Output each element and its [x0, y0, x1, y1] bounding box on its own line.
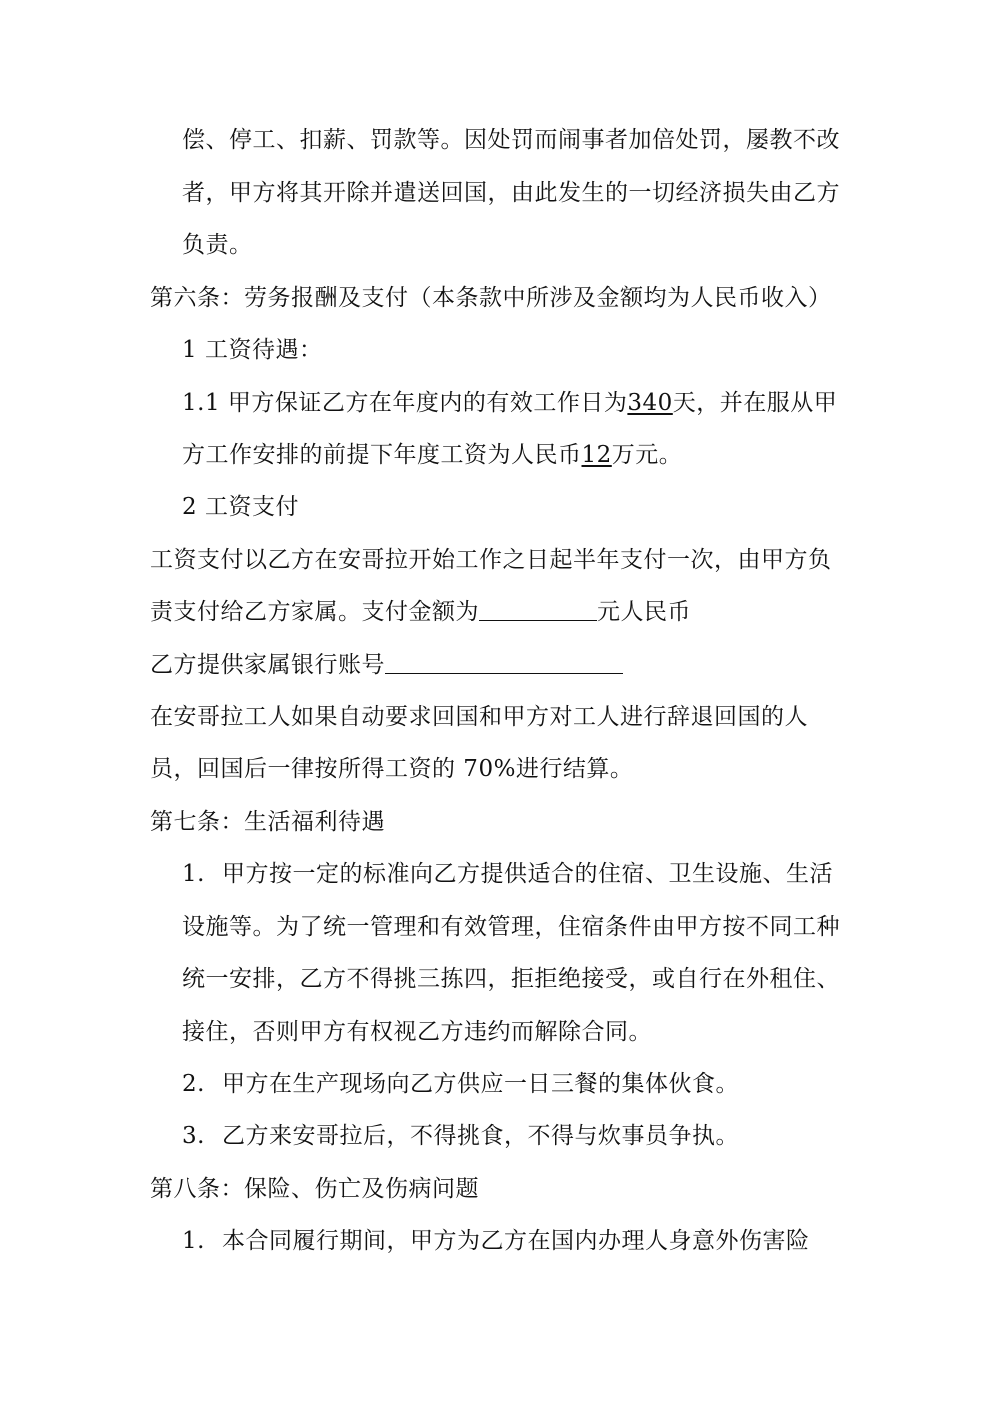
workdays-value: 340	[627, 390, 673, 416]
clause-text: 元人民币	[597, 599, 691, 625]
list-number: 1.	[182, 861, 205, 887]
clause-text: 乙方提供家属银行账号	[150, 652, 385, 678]
list-number: 3.	[182, 1123, 205, 1149]
list-item-3	[182, 1119, 882, 1153]
list-item-1-continued: 统一安排，乙方不得挑三拣四，拒拒绝接受，或自行在外租住、	[182, 966, 840, 992]
payment-amount-line	[150, 595, 850, 629]
clause-text: 方工作安排的前提下年度工资为人民币	[182, 442, 582, 468]
payment-amount-blank[interactable]	[479, 598, 597, 621]
list-text: 甲方在生产现场向乙方供应一日三餐的集体伙食。	[222, 1071, 739, 1097]
clause-1-1-line-1	[182, 386, 882, 420]
list-item-1-continued: 接住，否则甲方有权视乙方违约而解除合同。	[182, 1019, 652, 1045]
paragraph-line: 工资支付以乙方在安哥拉开始工作之日起半年支付一次，由甲方负	[150, 547, 832, 573]
list-item-1	[182, 857, 882, 891]
section-2-heading: 2 工资支付	[182, 494, 299, 520]
list-text: 本合同履行期间，甲方为乙方在国内办理人身意外伤害险	[222, 1228, 810, 1254]
list-number: 1.	[182, 1228, 205, 1254]
clause-text: 万元。	[611, 442, 683, 468]
clause-text: 责支付给乙方家属。支付金额为	[150, 599, 479, 625]
clause-1-1-line-2	[182, 438, 882, 472]
paragraph-line: 者，甲方将其开除并遣送回国，由此发生的一切经济损失由乙方	[182, 180, 840, 206]
list-item-1-continued: 设施等。为了统一管理和有效管理，住宿条件由甲方按不同工种	[182, 914, 840, 940]
article-6-heading: 第六条：劳务报酬及支付（本条款中所涉及金额均为人民币收入）	[150, 285, 832, 311]
bank-account-line	[150, 648, 850, 682]
paragraph-line: 员，回国后一律按所得工资的 70%进行结算。	[150, 756, 634, 782]
paragraph-line: 偿、停工、扣薪、罚款等。因处罚而闹事者加倍处罚，屡教不改	[182, 127, 840, 153]
article-8-heading: 第八条：保险、伤亡及伤病问题	[150, 1176, 479, 1202]
paragraph-line: 负责。	[182, 232, 253, 258]
list-text: 甲方按一定的标准向乙方提供适合的住宿、卫生设施、生活	[222, 861, 833, 887]
list-item-2	[182, 1067, 882, 1101]
list-number: 2.	[182, 1071, 205, 1097]
clause-text: 1.1 甲方保证乙方在年度内的有效工作日为	[182, 390, 628, 416]
paragraph-line: 在安哥拉工人如果自动要求回国和甲方对工人进行辞退回国的人	[150, 704, 808, 730]
list-text: 乙方来安哥拉后，不得挑食，不得与炊事员争执。	[222, 1123, 739, 1149]
bank-account-blank[interactable]	[385, 651, 623, 674]
section-1-heading: 1 工资待遇：	[182, 337, 323, 363]
list-item-1	[182, 1224, 882, 1258]
annual-salary-value: 12	[581, 442, 612, 468]
article-7-heading: 第七条：生活福利待遇	[150, 809, 385, 835]
clause-text: 天，并在服从甲	[672, 390, 838, 416]
